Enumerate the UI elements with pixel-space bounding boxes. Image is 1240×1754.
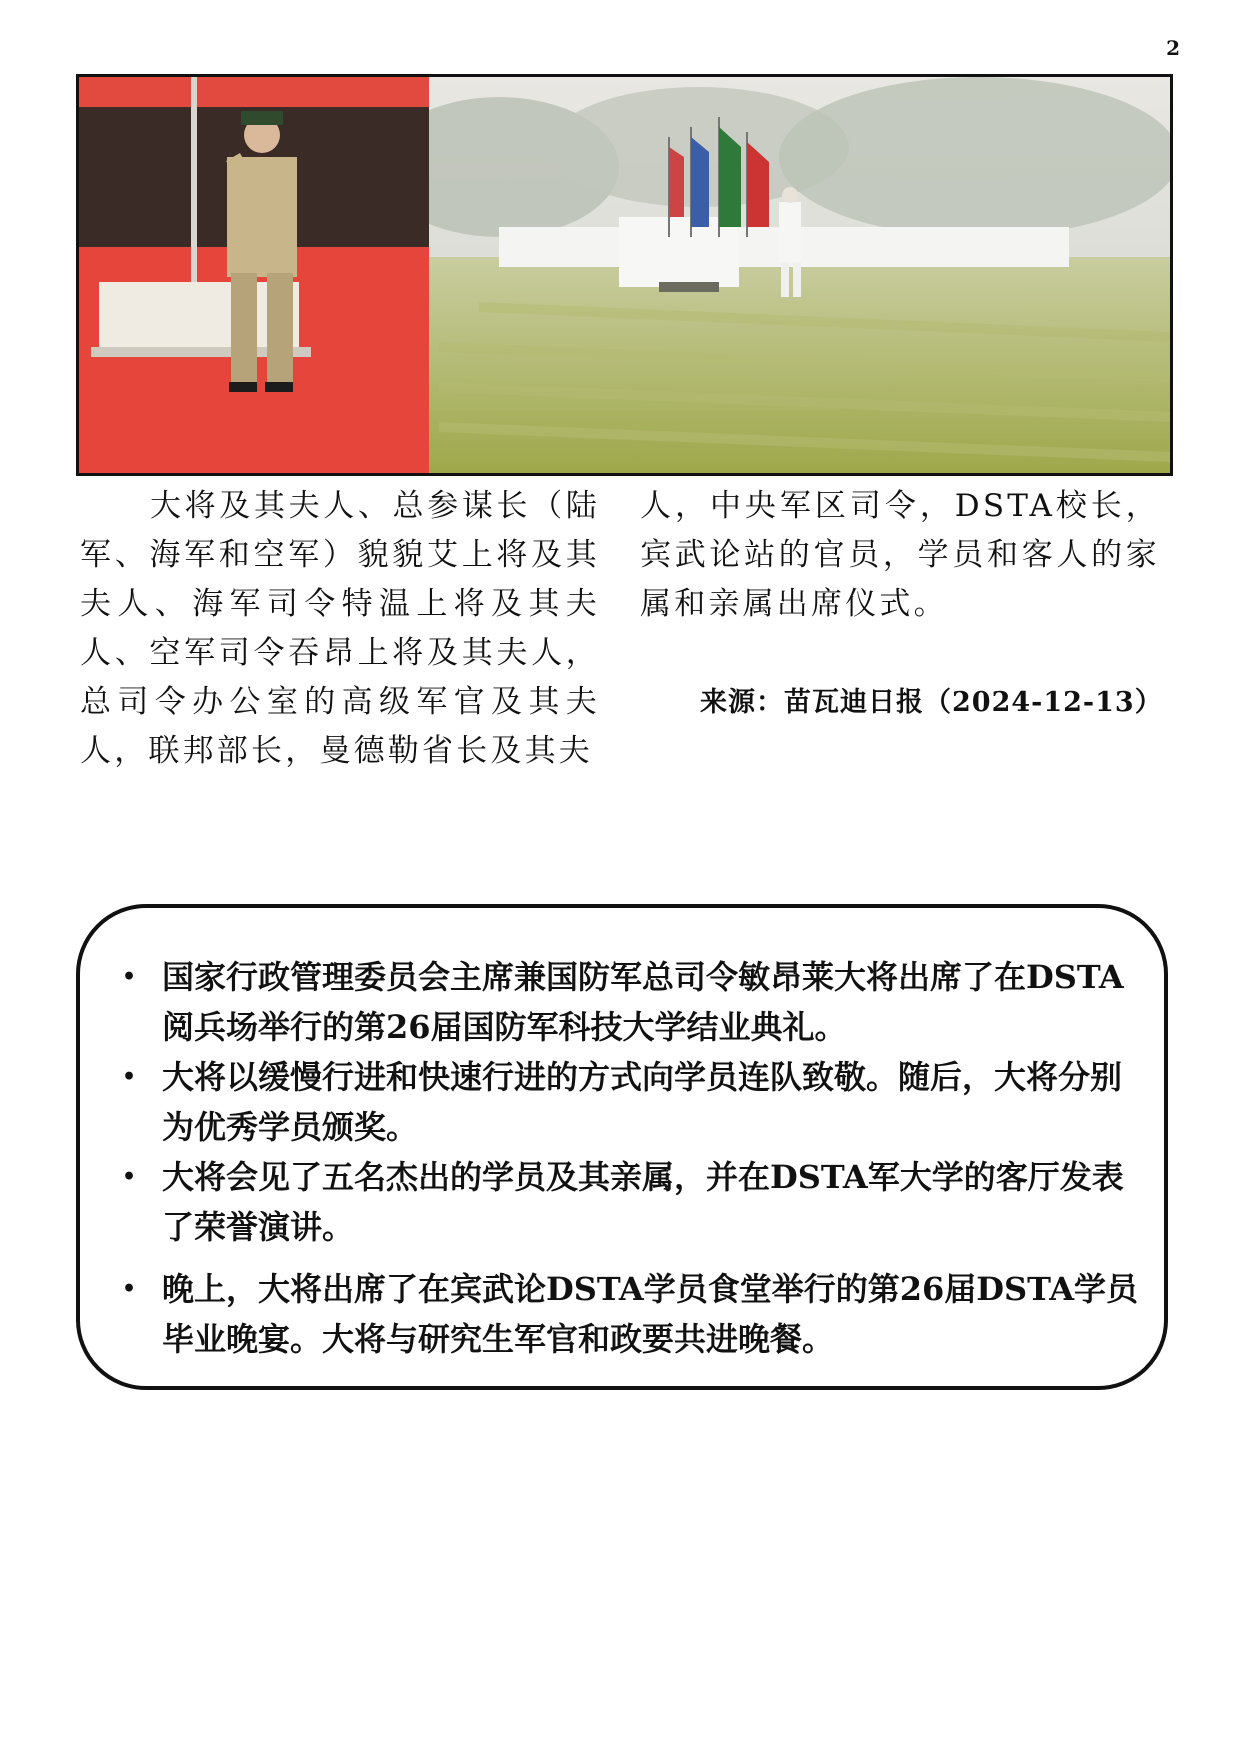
article-column-left: [80, 482, 600, 776]
list-item: [102, 1264, 1142, 1364]
summary-text: 国家行政管理委员会主席兼国防军总司令敏昂莱大将出席了在DSTA阅兵场举行的第26届国防军科技大学结业典礼。: [162, 958, 1124, 1046]
parade-photo-illustration: [79, 77, 1170, 473]
bullet-icon: •: [122, 1064, 137, 1090]
article-paragraph-2: 人，中央军区司令，DSTA校长，宾武论站的官员，学员和客人的家属和亲属出席仪式。: [640, 488, 1160, 622]
source-line: 来源：苗瓦迪日报（2024-12-13）: [700, 687, 1163, 718]
bullet-icon: •: [122, 964, 137, 990]
summary-box: [76, 904, 1168, 1390]
parade-photo: [76, 74, 1173, 476]
bullet-icon: •: [122, 1276, 137, 1302]
summary-text: 晚上，大将出席了在宾武论DSTA学员食堂举行的第26届DSTA学员毕业晚宴。大将与研究生军官和政要共进晚餐。: [162, 1270, 1139, 1358]
summary-text: 大将会见了五名杰出的学员及其亲属，并在DSTA军大学的客厅发表了荣誉演讲。: [162, 1158, 1124, 1246]
summary-text: 大将以缓慢行进和快速行进的方式向学员连队致敬。随后，大将分别为优秀学员颁奖。: [162, 1058, 1123, 1146]
article-column-right: [640, 482, 1160, 629]
list-item: [102, 1052, 1142, 1152]
page-number: 2: [1166, 36, 1180, 60]
article-paragraph-1: 大将及其夫人、总参谋长（陆军、海军和空军）貌貌艾上将及其夫人、海军司令特温上将及其夫人、空军司令吞昂上将及其夫人，总司令办公室的高级军官及其夫人，联邦部长，曼德勒省长及其夫: [80, 488, 600, 769]
list-item: [102, 1152, 1142, 1252]
summary-list: [102, 952, 1142, 1364]
bullet-icon: •: [122, 1164, 137, 1190]
list-item: [102, 952, 1142, 1052]
